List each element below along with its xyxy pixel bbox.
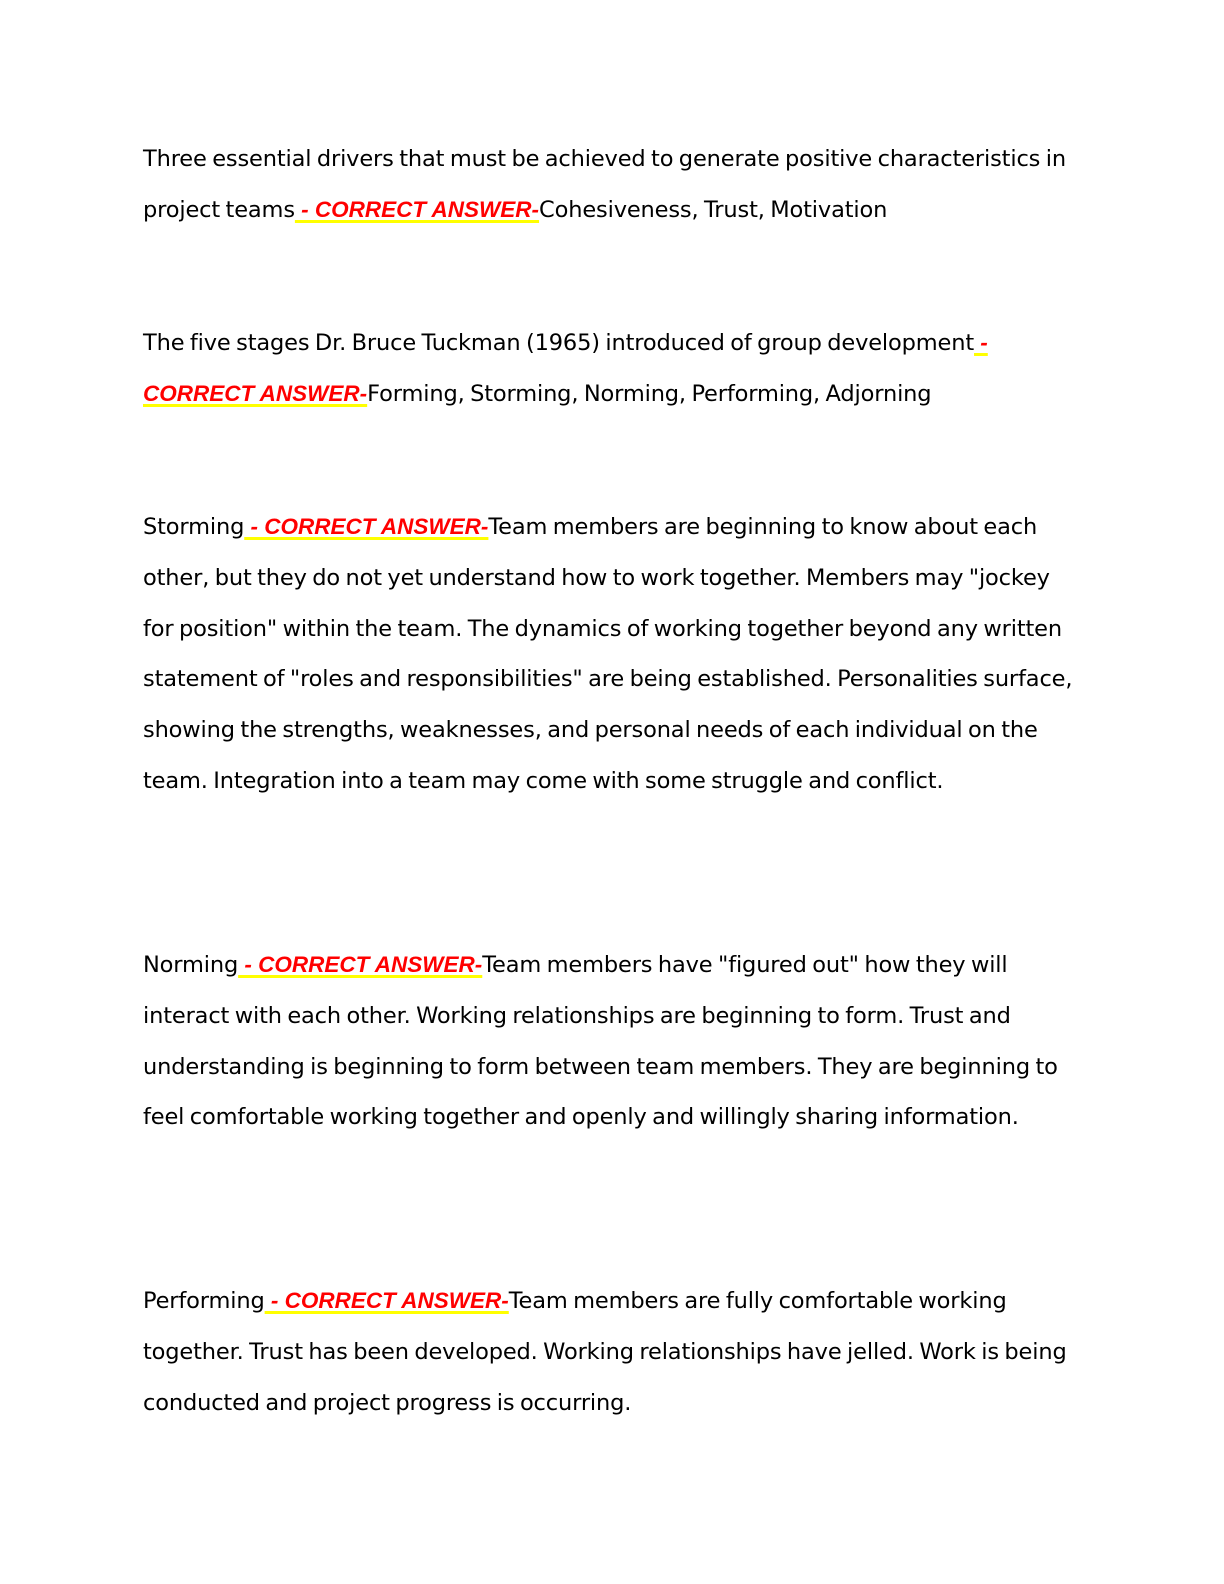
answer-text: Cohesiveness, Trust, Motivation <box>539 196 888 223</box>
answer-text: Team members are fully comfortable working together. Trust has been developed. Working relationships have jelled. Work is being conducted and project progress is occurring. <box>143 1288 1067 1416</box>
correct-answer-marker: - CORRECT ANSWER- <box>238 952 483 977</box>
answer-text: Forming, Storming, Norming, Performing, Adjorning <box>367 380 932 407</box>
correct-answer-marker: - CORRECT ANSWER- <box>264 1288 509 1313</box>
qa-entry-cohesion-drivers <box>143 134 1083 236</box>
qa-entry-norming <box>143 940 1083 1143</box>
question-term: Three essential drivers that must be achieved to generate positive characteristics in project teams <box>143 146 1066 223</box>
question-term: Performing <box>143 1288 265 1314</box>
correct-answer-marker: - CORRECT ANSWER- <box>294 196 540 222</box>
question-term: Norming <box>143 952 239 978</box>
answer-text: Team members have "figured out" how they will interact with each other. Working relationships are beginning to form. Trust and understanding is beginning to form between team members. They are beginning to feel comfortable working together and openly and willingly sharing information. <box>143 952 1058 1131</box>
question-term: The five stages Dr. Bruce Tuckman (1965) introduced of group development <box>143 330 975 356</box>
qa-entry-storming <box>143 502 1083 807</box>
correct-answer-marker: - CORRECT ANSWER- <box>143 330 988 406</box>
question-term: Storming <box>143 514 245 540</box>
answer-text: Team members are beginning to know about each other, but they do not yet understand how to work together. Members may "jockey for position" within the team. The dynamics of working together beyond any written statement of "roles and responsibilities" are being established. Personalities surface, showing the strengths, weaknesses, and personal needs of each individual on the team. Integration into a team may come with some struggle and conflict. <box>143 514 1073 794</box>
qa-entry-tuckman-stages <box>143 318 1083 420</box>
qa-entry-performing <box>143 1276 1083 1428</box>
correct-answer-marker: - CORRECT ANSWER- <box>244 514 489 539</box>
